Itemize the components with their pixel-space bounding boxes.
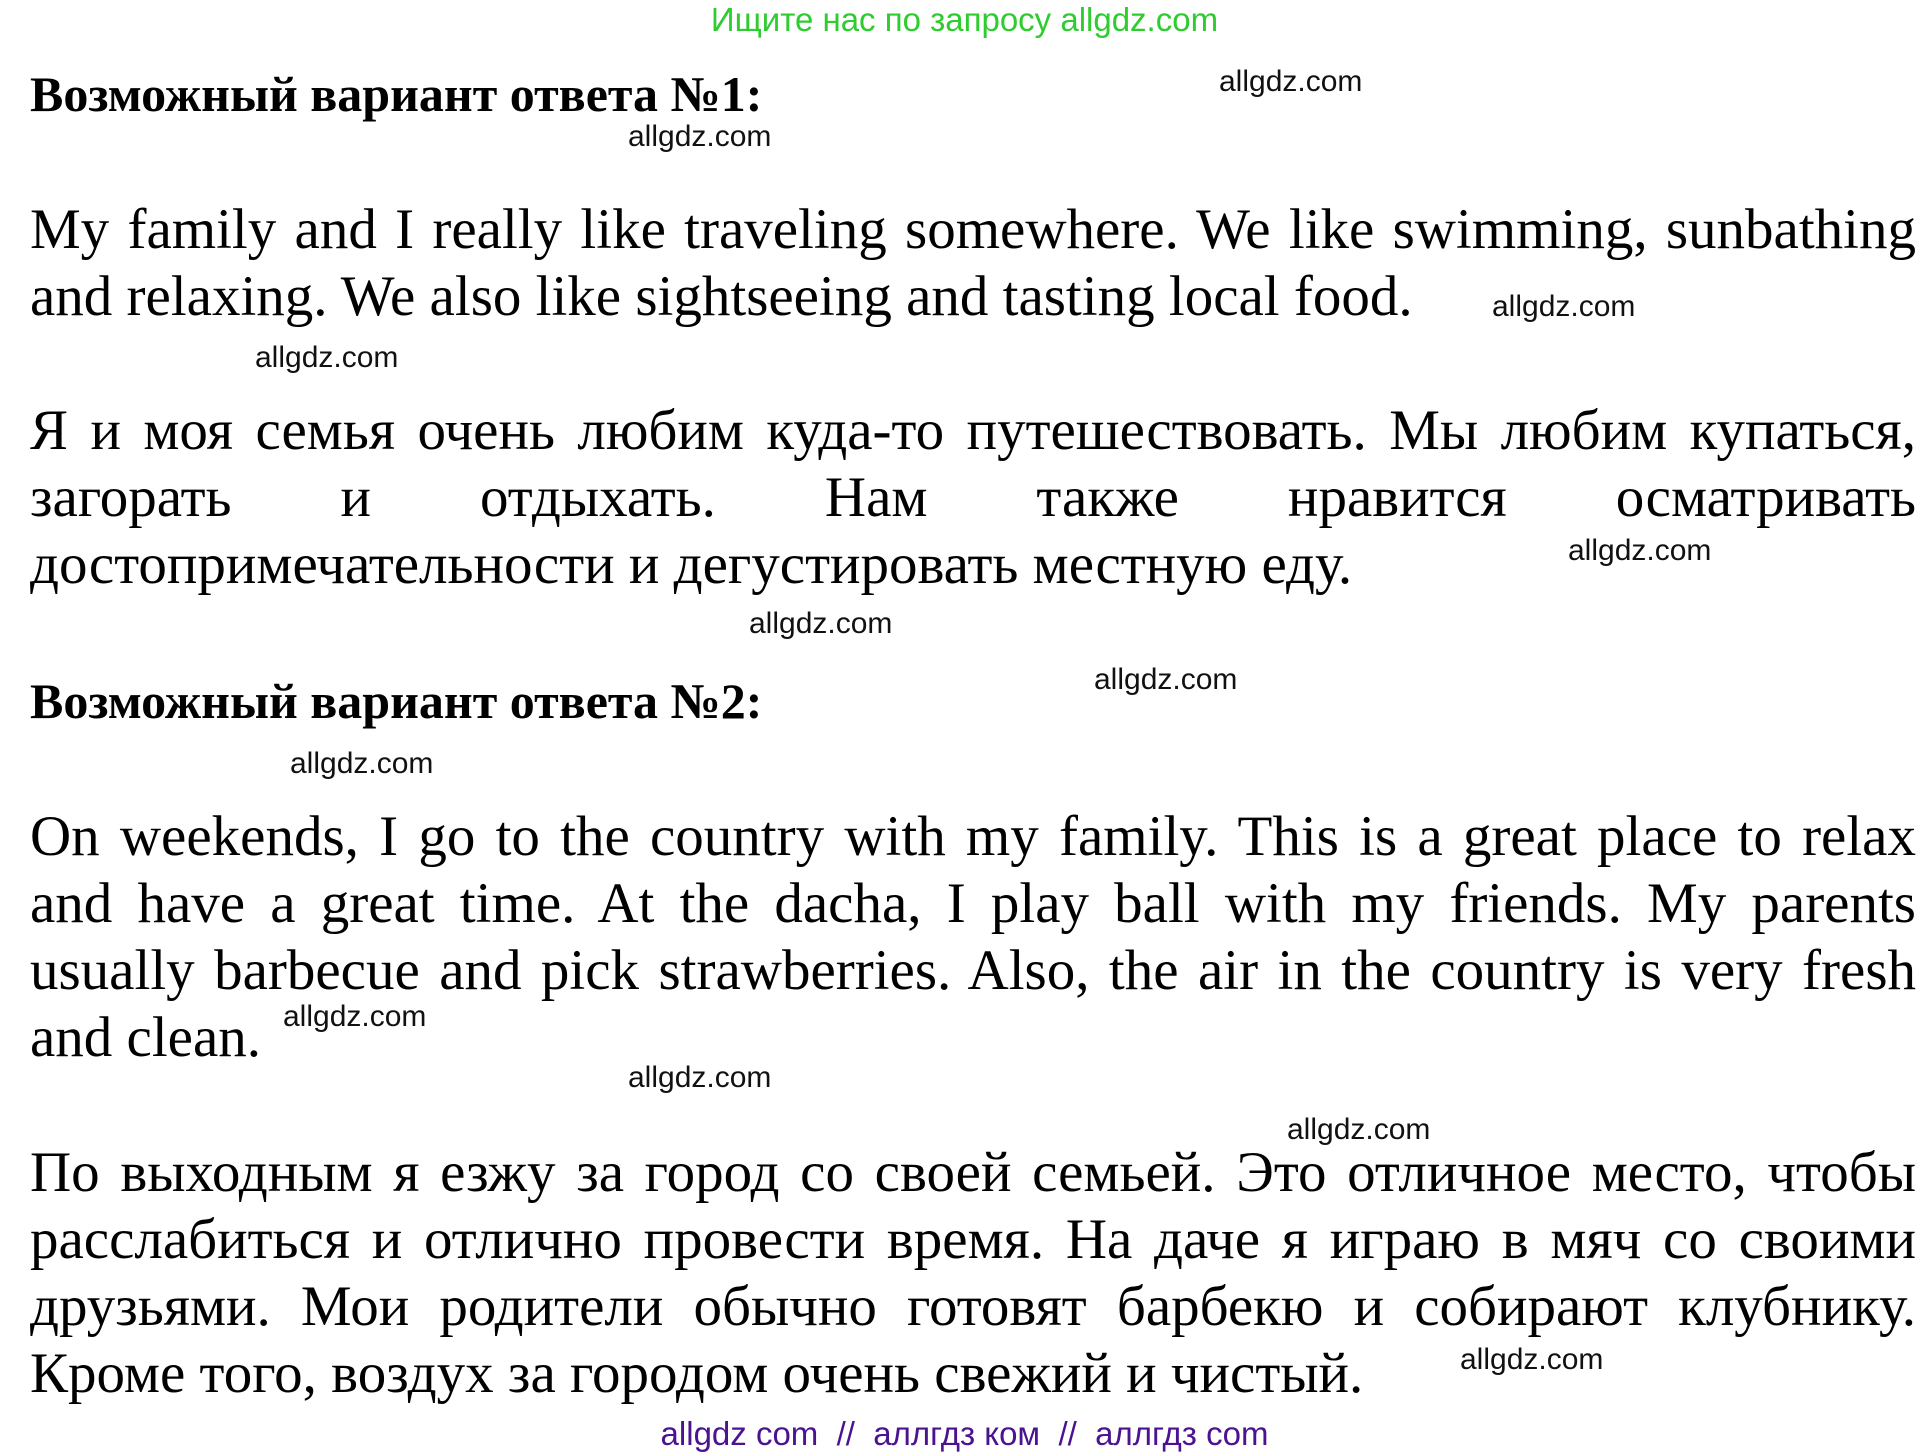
watermark: allgdz.com (1568, 534, 1712, 567)
watermark: allgdz.com (628, 120, 772, 153)
heading-variant-1: Возможный вариант ответа №1: (30, 66, 763, 122)
footer-watermark: allgdz com // аллгдз ком // аллгдз com (660, 1415, 1269, 1452)
text-line: On weekends, I go to the country with my family. This is a great place to relax (30, 805, 1916, 868)
watermark: allgdz.com (1460, 1343, 1604, 1376)
text-line: друзьями. Мои родители обычно готовят барбекю и собирают клубнику. (30, 1275, 1916, 1338)
search-banner: Ищите нас по запросу allgdz.com (710, 1, 1219, 38)
text-line: По выходным я езжу за город со своей семьей. Это отличное место, чтобы (30, 1141, 1916, 1204)
paragraph-2-russian (30, 1139, 1916, 1407)
watermark: allgdz.com (1492, 290, 1636, 323)
text-line: and clean. (30, 1006, 262, 1069)
watermark: allgdz.com (255, 341, 399, 374)
text-line: Кроме того, воздух за городом очень свежий и чистый. (30, 1342, 1364, 1405)
watermark: allgdz.com (628, 1061, 772, 1094)
text-line: and relaxing. We also like sightseeing and tasting local food. (30, 265, 1413, 328)
watermark: allgdz.com (1094, 663, 1238, 696)
text-line: Я и моя семья очень любим куда-то путешествовать. Мы любим купаться, (30, 399, 1916, 462)
text-line: usually barbecue and pick strawberries. Also, the air in the country is very fresh (30, 939, 1916, 1002)
watermark: allgdz.com (290, 747, 434, 780)
text-line: My family and I really like traveling somewhere. We like swimming, sunbathing (30, 198, 1916, 261)
watermark: allgdz.com (283, 1000, 427, 1033)
watermark: allgdz.com (749, 607, 893, 640)
text-line: достопримечательности и дегустировать местную еду. (30, 533, 1353, 596)
text-line: расслабиться и отлично провести время. На даче я играю в мяч со своими (30, 1208, 1916, 1271)
watermark: allgdz.com (1287, 1113, 1431, 1146)
watermark: allgdz.com (1219, 65, 1363, 98)
heading-variant-2: Возможный вариант ответа №2: (30, 673, 763, 729)
text-line: and have a great time. At the dacha, I play ball with my friends. My parents (30, 872, 1916, 935)
text-line: загорать и отдыхать. Нам также нравится осматривать (30, 466, 1916, 529)
